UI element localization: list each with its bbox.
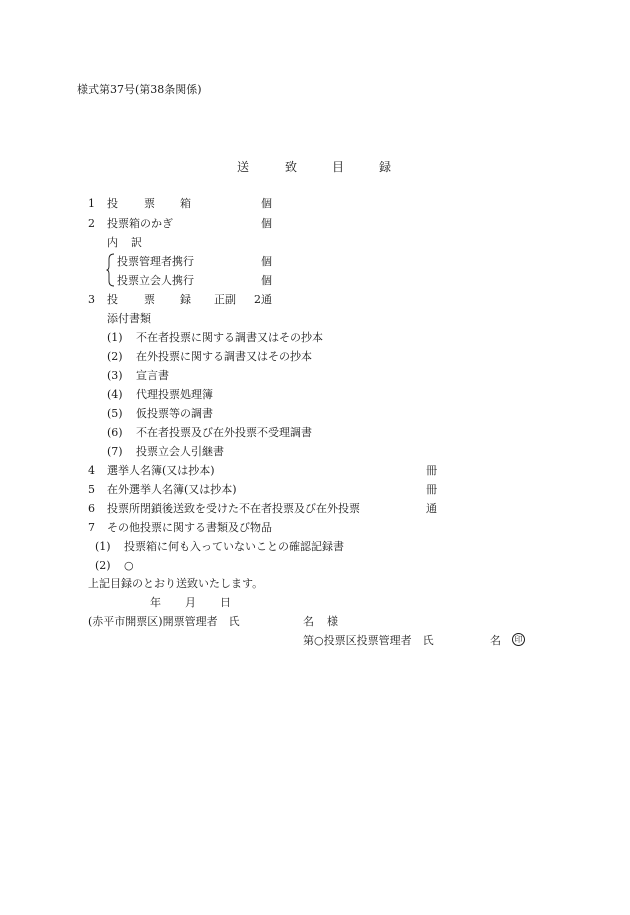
- item7-sub1-text: 投票箱に何も入っていないことの確認記録書: [124, 540, 344, 553]
- attachment-text: 代理投票処理簿: [136, 388, 213, 401]
- date-day: 日: [220, 596, 231, 609]
- attachment-number: (4): [107, 388, 123, 401]
- attachment-text: 在外投票に関する調書又はその抄本: [136, 350, 312, 363]
- item5-label: 在外選挙人名簿(又は抄本): [107, 483, 237, 496]
- item4-number: 4: [88, 464, 95, 477]
- attachment-number: (3): [107, 369, 123, 382]
- form-number: 様式第37号(第38条関係): [77, 83, 202, 96]
- recipient-line: (赤平市開票区)開票管理者 氏: [88, 615, 240, 628]
- attachment-text: 不在者投票に関する調書又はその抄本: [136, 331, 323, 344]
- title-char-3: 目: [332, 160, 345, 174]
- item2-sub1-label: 投票管理者携行: [117, 255, 194, 268]
- sender-mei: 名: [490, 634, 501, 647]
- item5-unit: 冊: [426, 483, 437, 496]
- item1-char-2: 票: [144, 197, 155, 210]
- item2-sub2-label: 投票立会人携行: [117, 274, 194, 287]
- item7-sub1-number: (1): [95, 540, 111, 553]
- item1-char-3: 箱: [180, 197, 191, 210]
- closing-statement: 上記目録のとおり送致いたします。: [88, 577, 264, 590]
- item2-number: 2: [88, 217, 95, 230]
- item1-unit: 個: [261, 197, 272, 210]
- attachment-number: (2): [107, 350, 123, 363]
- item7-sub2-number: (2): [95, 559, 111, 572]
- item4-label: 選挙人名簿(又は抄本): [107, 464, 215, 477]
- item7-label: その他投票に関する書類及び物品: [107, 521, 272, 534]
- attachment-text: 宣言書: [136, 369, 169, 382]
- attachment-text: 投票立会人引継書: [136, 445, 224, 458]
- item4-unit: 冊: [426, 464, 437, 477]
- item5-number: 5: [88, 483, 95, 496]
- item2-unit: 個: [261, 217, 272, 230]
- brace-bracket: [106, 253, 116, 287]
- title-char-4: 録: [379, 160, 392, 174]
- item6-label: 投票所閉鎖後送致を受けた不在者投票及び在外投票: [107, 502, 360, 515]
- attachment-number: (7): [107, 445, 123, 458]
- item3-number: 3: [88, 293, 95, 306]
- date-year: 年: [150, 596, 161, 609]
- item3-count: 2通: [254, 293, 272, 306]
- item2-sub2-unit: 個: [261, 274, 272, 287]
- item2-sub1-unit: 個: [261, 255, 272, 268]
- item6-number: 6: [88, 502, 95, 515]
- sender-line: 第○投票区投票管理者 氏: [303, 634, 434, 647]
- item7-sub2-text: ○: [124, 559, 134, 572]
- recipient-sama: 様: [327, 615, 338, 628]
- item3-copies: 正副: [214, 293, 236, 306]
- attachment-number: (1): [107, 331, 123, 344]
- recipient-mei: 名: [303, 615, 314, 628]
- item6-unit: 通: [426, 502, 437, 515]
- attachment-number: (5): [107, 407, 123, 420]
- attachment-text: 不在者投票及び在外投票不受理調書: [136, 426, 312, 439]
- attached-heading: 添付書類: [107, 312, 151, 325]
- item2-breakdown-char-1: 内: [107, 236, 118, 249]
- item1-char-1: 投: [107, 197, 118, 210]
- title-char-1: 送: [237, 160, 250, 174]
- attachment-text: 仮投票等の調書: [136, 407, 213, 420]
- item2-label: 投票箱のかぎ: [107, 217, 173, 230]
- item3-char-1: 投: [107, 293, 118, 306]
- attachment-number: (6): [107, 426, 123, 439]
- item1-number: 1: [88, 197, 95, 210]
- item7-number: 7: [88, 521, 95, 534]
- title-char-2: 致: [285, 160, 298, 174]
- item3-char-2: 票: [144, 293, 155, 306]
- item2-breakdown-char-2: 訳: [131, 236, 142, 249]
- item3-char-3: 録: [180, 293, 191, 306]
- date-month: 月: [185, 596, 196, 609]
- seal-mark: 印: [512, 633, 525, 646]
